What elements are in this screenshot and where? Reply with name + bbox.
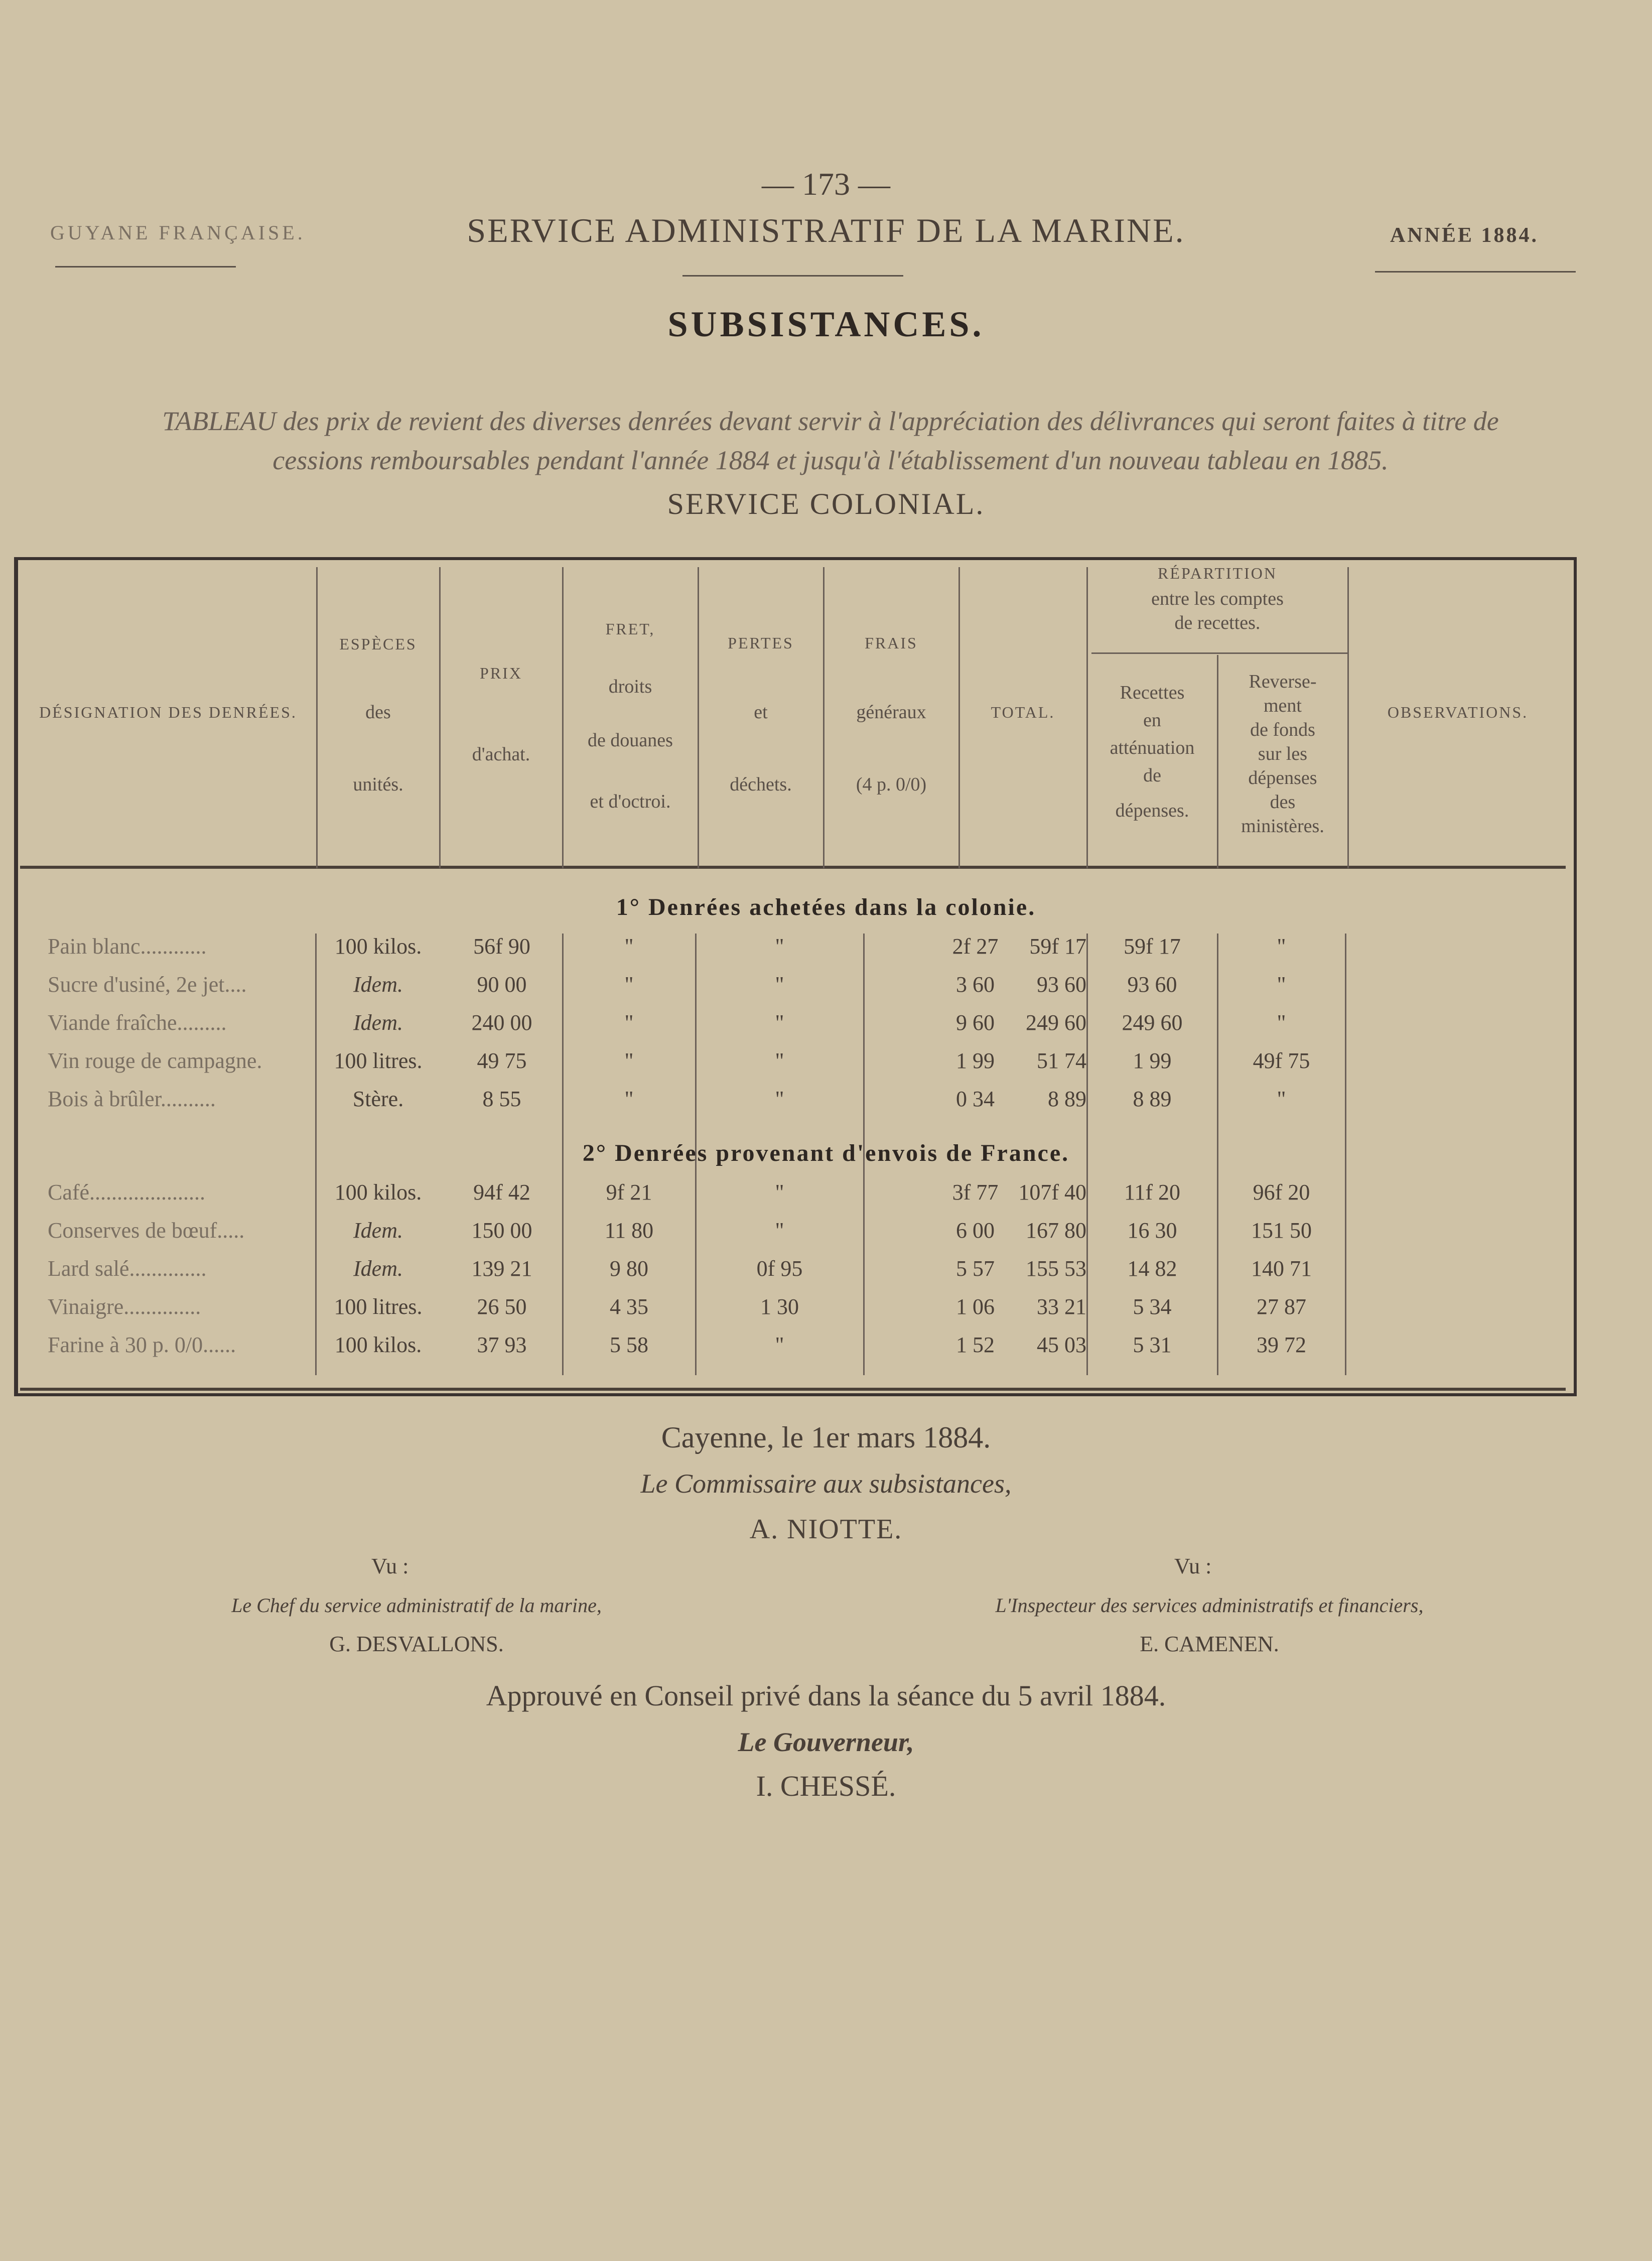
inspecteur-name: E. CAMENEN. <box>1140 1632 1279 1656</box>
cell-pertes: " <box>775 1333 784 1357</box>
col-header-frais-2: généraux <box>856 702 926 723</box>
cell-recettes: 1 99 <box>1133 1048 1172 1073</box>
col-header-reversement-4: sur les <box>1258 743 1308 764</box>
cell-recettes: 59f 17 <box>1124 934 1181 959</box>
cell-recettes: 5 31 <box>1133 1333 1172 1357</box>
col-header-recettes-5: dépenses. <box>1115 800 1189 821</box>
header-left-rule <box>55 266 236 268</box>
cell-unit: 100 litres. <box>334 1294 423 1319</box>
cell-fret: 5 58 <box>610 1333 648 1357</box>
cell-total: 107f 40 <box>1018 1180 1086 1205</box>
cell-unit: 100 litres. <box>334 1048 423 1073</box>
cell-pertes: " <box>775 1048 784 1073</box>
cell-recettes: 16 30 <box>1127 1218 1177 1243</box>
cell-prix: 56f 90 <box>473 934 530 959</box>
cell-recettes: 14 82 <box>1127 1256 1177 1281</box>
col-header-repartition-1: RÉPARTITION <box>1158 564 1277 582</box>
col-header-especes-1: ESPÈCES <box>339 635 417 653</box>
col-header-fret-1: FRET, <box>605 620 655 638</box>
cell-designation: Farine à 30 p. 0/0...... <box>48 1333 236 1357</box>
chef-name: G. DESVALLONS. <box>329 1632 504 1656</box>
cell-pertes: 0f 95 <box>756 1256 803 1281</box>
cell-prix: 139 21 <box>471 1256 532 1281</box>
col-header-fret-3: de douanes <box>588 730 673 751</box>
cell-reversement: " <box>1277 972 1286 997</box>
table-bottom-rule <box>20 1388 1566 1391</box>
col-header-pertes-1: PERTES <box>728 634 794 652</box>
col-header-pertes-3: déchets. <box>730 774 792 795</box>
cell-designation: Pain blanc............ <box>48 934 207 959</box>
cell-unit: 100 kilos. <box>334 1333 422 1357</box>
cell-total: 93 60 <box>1037 972 1086 997</box>
cell-frais: 0 34 <box>956 1087 995 1111</box>
cell-prix: 240 00 <box>471 1010 532 1035</box>
col-header-reversement-3: de fonds <box>1250 719 1315 740</box>
cell-frais: 2f 27 <box>952 934 999 959</box>
col-header-total: TOTAL. <box>991 703 1055 721</box>
cell-reversement: " <box>1277 1087 1286 1111</box>
cell-frais: 6 00 <box>956 1218 995 1243</box>
col-header-frais-3: (4 p. 0/0) <box>856 774 927 795</box>
intro-line-2: cessions remboursables pendant l'année 1884 et jusqu'à l'établissement d'un nouveau tableau en 1885. <box>272 445 1389 475</box>
col-header-prix-1: PRIX <box>480 664 522 682</box>
header-year: ANNÉE 1884. <box>1390 224 1539 247</box>
cell-reversement: " <box>1277 1010 1286 1035</box>
cell-total: 51 74 <box>1037 1048 1086 1073</box>
cell-frais: 5 57 <box>956 1256 995 1281</box>
col-header-recettes-2: en <box>1143 710 1161 731</box>
col-line-9 <box>1347 567 1349 868</box>
col-header-prix-2: d'achat. <box>472 744 530 765</box>
cell-reversement: 140 71 <box>1251 1256 1312 1281</box>
cell-designation: Vinaigre.............. <box>48 1294 201 1319</box>
cell-pertes: " <box>775 1010 784 1035</box>
cell-recettes: 249 60 <box>1122 1010 1183 1035</box>
cell-reversement: 27 87 <box>1257 1294 1306 1319</box>
inspecteur-title: L'Inspecteur des services administratifs et financiers, <box>995 1594 1424 1617</box>
repartition-rule <box>1091 652 1347 654</box>
col-header-observations: OBSERVATIONS. <box>1387 703 1529 721</box>
service-title: SERVICE COLONIAL. <box>667 487 985 520</box>
header-center-rule <box>682 275 903 277</box>
chef-title: Le Chef du service administratif de la marine, <box>231 1594 602 1617</box>
cell-fret: 11 80 <box>604 1218 654 1243</box>
cell-prix: 49 75 <box>477 1048 527 1073</box>
cell-pertes: " <box>775 934 784 959</box>
header-service: SERVICE ADMINISTRATIF DE LA MARINE. <box>467 211 1185 249</box>
cell-unit: Stère. <box>352 1087 404 1111</box>
cell-pertes: " <box>775 1180 784 1205</box>
cell-fret: 9f 21 <box>606 1180 652 1205</box>
cell-total: 167 80 <box>1026 1218 1086 1243</box>
cell-prix: 37 93 <box>477 1333 527 1357</box>
cell-recettes: 5 34 <box>1133 1294 1172 1319</box>
cell-frais: 1 06 <box>956 1294 995 1319</box>
section-2-title: 2° Denrées provenant d'envois de France. <box>582 1140 1070 1166</box>
place-date: Cayenne, le 1er mars 1884. <box>661 1421 991 1454</box>
cell-pertes: " <box>775 1087 784 1111</box>
cell-prix: 26 50 <box>477 1294 527 1319</box>
cell-total: 8 89 <box>1048 1087 1086 1111</box>
cell-reversement: 151 50 <box>1251 1218 1312 1243</box>
cell-unit: 100 kilos. <box>334 934 422 959</box>
gouverneur-name: I. CHESSÉ. <box>756 1770 896 1802</box>
cell-prix: 8 55 <box>482 1087 521 1111</box>
cell-designation: Conserves de bœuf..... <box>48 1218 245 1243</box>
cell-frais: 3f 77 <box>952 1180 999 1205</box>
header-right-rule <box>1375 271 1576 273</box>
section-1-title: 1° Denrées achetées dans la colonie. <box>616 894 1036 920</box>
cell-recettes: 11f 20 <box>1124 1180 1181 1205</box>
cell-total: 249 60 <box>1026 1010 1086 1035</box>
col-header-designation: DÉSIGNATION DES DENRÉES. <box>39 703 297 721</box>
cell-designation: Viande fraîche......... <box>48 1010 227 1035</box>
commissaire-title: Le Commissaire aux subsistances, <box>640 1469 1012 1499</box>
cell-unit: Idem. <box>353 972 403 997</box>
cell-reversement: 39 72 <box>1257 1333 1306 1357</box>
cell-unit: 100 kilos. <box>334 1180 422 1205</box>
col-header-reversement-7: ministères. <box>1241 816 1324 837</box>
cell-reversement: 49f 75 <box>1253 1048 1310 1073</box>
document-title: SUBSISTANCES. <box>667 304 985 344</box>
cell-recettes: 8 89 <box>1133 1087 1172 1111</box>
cell-designation: Vin rouge de campagne. <box>48 1048 262 1073</box>
cell-fret: 4 35 <box>610 1294 648 1319</box>
col-header-reversement-1: Reverse- <box>1249 671 1317 692</box>
col-header-reversement-5: dépenses <box>1248 767 1317 788</box>
gouverneur-title: Le Gouverneur, <box>738 1727 914 1757</box>
col-header-fret-4: et d'octroi. <box>590 791 671 812</box>
cell-fret: " <box>624 1010 634 1035</box>
col-line-2 <box>439 567 441 868</box>
table-header-bottom-rule <box>20 866 1566 869</box>
intro-text <box>60 402 1601 480</box>
cell-designation: Sucre d'usiné, 2e jet.... <box>48 972 247 997</box>
col-header-repartition-2: entre les comptes <box>1151 588 1284 609</box>
col-header-recettes-3: atténuation <box>1110 737 1195 758</box>
cell-fret: " <box>624 1087 634 1111</box>
cell-fret: " <box>624 1048 634 1073</box>
cell-fret: 9 80 <box>610 1256 648 1281</box>
cell-unit: Idem. <box>353 1010 403 1035</box>
intro-line-1: TABLEAU des prix de revient des diverses denrées devant servir à l'appréciation des délivrances qui seront faites à titre de <box>162 406 1499 436</box>
cell-prix: 94f 42 <box>473 1180 530 1205</box>
col-header-recettes-1: Recettes <box>1120 682 1185 703</box>
cell-unit: Idem. <box>353 1256 403 1281</box>
col-header-pertes-2: et <box>754 702 768 723</box>
col-header-recettes-4: de <box>1143 765 1161 786</box>
header-colony: GUYANE FRANÇAISE. <box>50 221 306 244</box>
cell-prix: 90 00 <box>477 972 527 997</box>
col-header-fret-2: droits <box>608 676 652 697</box>
approval-text: Approuvé en Conseil privé dans la séance du 5 avril 1884. <box>486 1679 1166 1712</box>
page-number: — 173 — <box>762 166 890 202</box>
cell-frais: 1 52 <box>956 1333 995 1357</box>
cell-total: 33 21 <box>1037 1294 1086 1319</box>
col-header-especes-2: des <box>365 702 391 723</box>
cell-total: 155 53 <box>1026 1256 1086 1281</box>
col-header-reversement-2: ment <box>1264 695 1302 716</box>
cell-designation: Lard salé.............. <box>48 1256 207 1281</box>
cell-fret: " <box>624 934 634 959</box>
cell-recettes: 93 60 <box>1127 972 1177 997</box>
cell-frais: 9 60 <box>956 1010 995 1035</box>
cell-fret: " <box>624 972 634 997</box>
cell-pertes: " <box>775 1218 784 1243</box>
col-header-especes-3: unités. <box>353 774 403 795</box>
cell-prix: 150 00 <box>471 1218 532 1243</box>
commissaire-name: A. NIOTTE. <box>749 1514 903 1545</box>
cell-reversement: " <box>1277 934 1286 959</box>
cell-designation: Bois à brûler.......... <box>48 1087 216 1111</box>
cell-frais: 3 60 <box>956 972 995 997</box>
vu-right: Vu : <box>1174 1554 1212 1578</box>
vu-left: Vu : <box>371 1554 409 1578</box>
cell-reversement: 96f 20 <box>1253 1180 1310 1205</box>
col-header-repartition-3: de recettes. <box>1174 612 1261 633</box>
cell-total: 45 03 <box>1037 1333 1086 1357</box>
cell-pertes: " <box>775 972 784 997</box>
cell-total: 59f 17 <box>1029 934 1086 959</box>
cell-frais: 1 99 <box>956 1048 995 1073</box>
cell-unit: Idem. <box>353 1218 403 1243</box>
col-header-reversement-6: des <box>1270 791 1296 813</box>
col-header-frais-1: FRAIS <box>865 634 918 652</box>
cell-pertes: 1 30 <box>760 1294 799 1319</box>
cell-designation: Café..................... <box>48 1180 206 1205</box>
